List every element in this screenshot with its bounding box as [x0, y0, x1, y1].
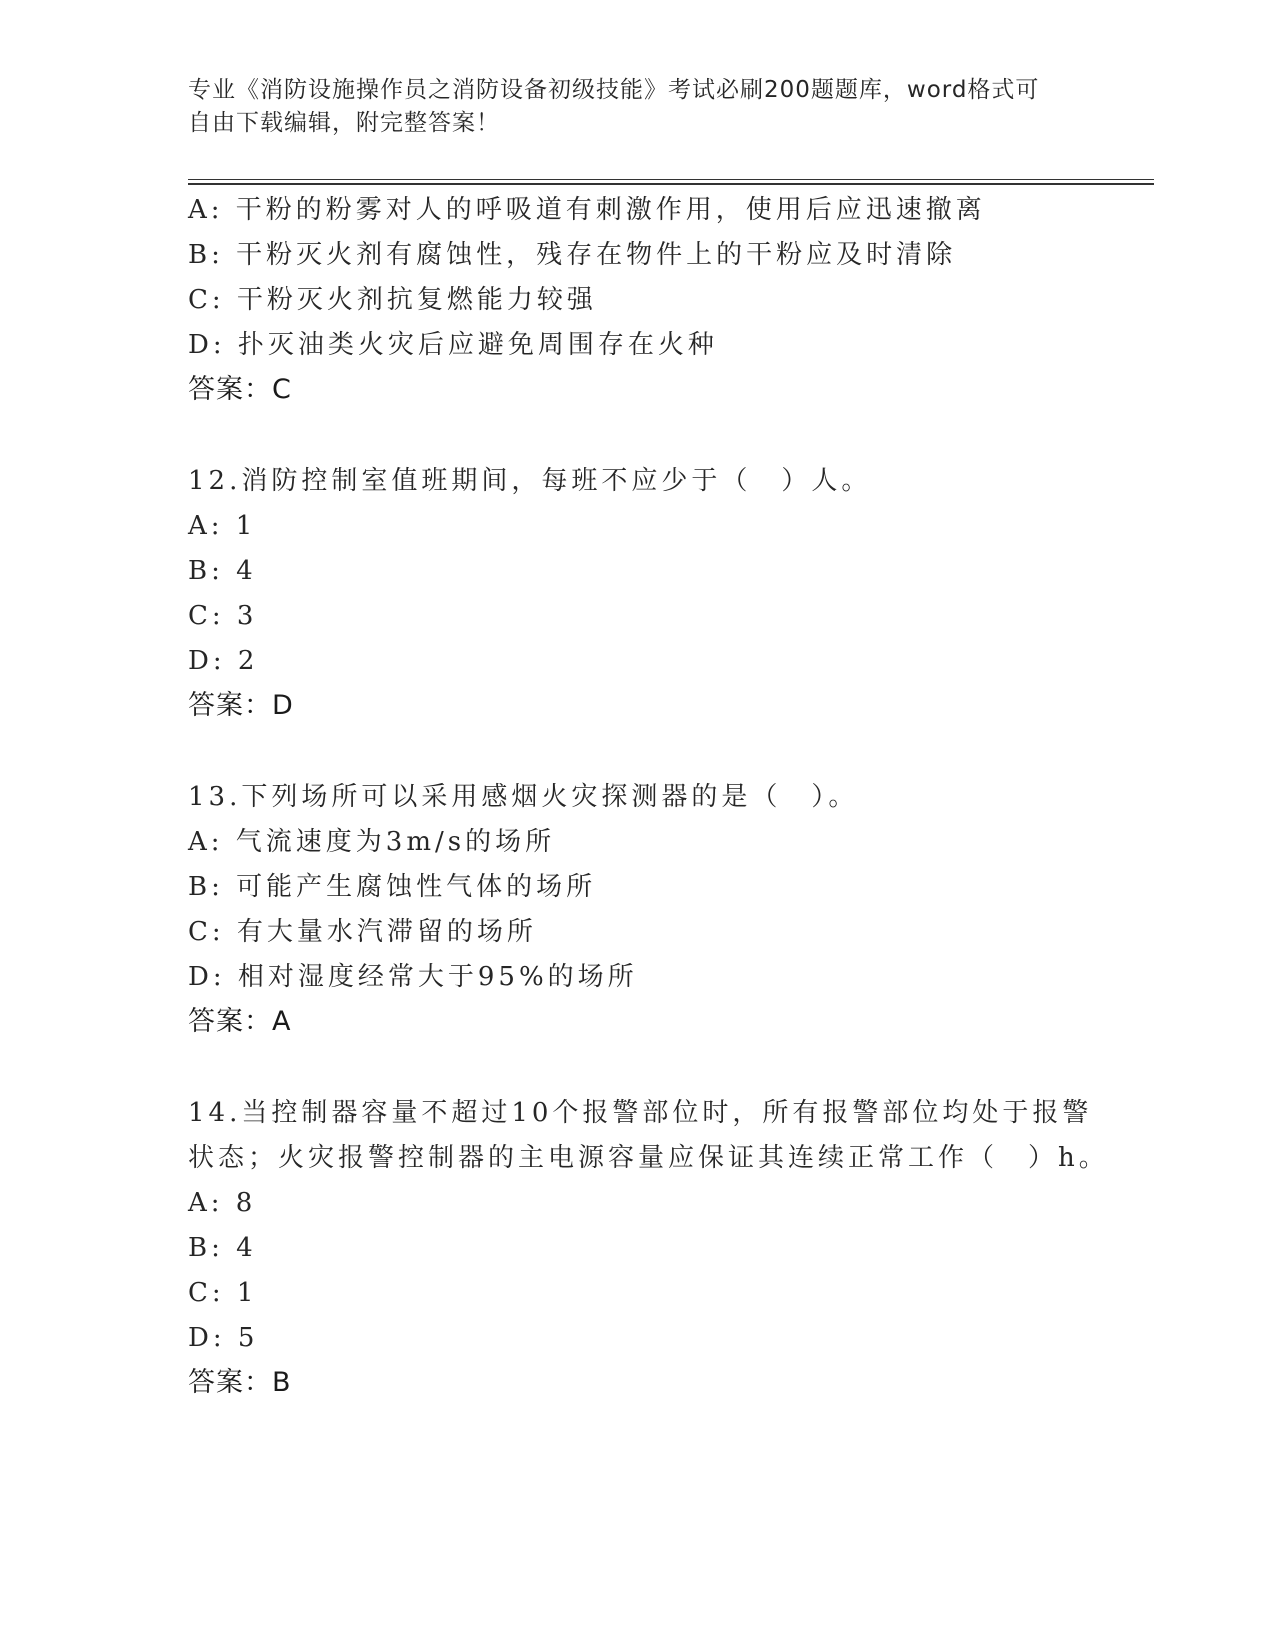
header-line-1: 专业《消防设施操作员之消防设备初级技能》考试必刷200题题库，word格式可: [188, 77, 1040, 103]
q11-option-b: B: 干粉灭火剂有腐蚀性，残存在物件上的干粉应及时清除: [188, 240, 957, 270]
q13-question: 13.下列场所可以采用感烟火灾探测器的是（ ）。: [188, 782, 859, 812]
header-divider-thin: [188, 179, 1154, 180]
q14-question-line-1: 14.当控制器容量不超过10个报警部位时，所有报警部位均处于报警: [188, 1098, 1093, 1128]
q11-option-c: C: 干粉灭火剂抗复燃能力较强: [188, 285, 597, 315]
q12-option-c: C: 3: [188, 601, 258, 631]
q11-option-a: A: 干粉的粉雾对人的呼吸道有刺激作用，使用后应迅速撤离: [188, 195, 986, 225]
q13-option-d: D: 相对湿度经常大于95%的场所: [188, 962, 638, 992]
q12-answer: 答案：D: [188, 690, 294, 721]
header-line-2: 自由下载编辑，附完整答案！: [188, 110, 500, 136]
q13-option-c: C: 有大量水汽滞留的场所: [188, 917, 537, 947]
q13-answer: 答案：A: [188, 1006, 292, 1037]
q12-question: 12.消防控制室值班期间，每班不应少于（ ）人。: [188, 466, 872, 496]
q14-option-b: B: 4: [188, 1233, 257, 1263]
q14-option-d: D: 5: [188, 1323, 259, 1353]
q14-answer: 答案：B: [188, 1367, 292, 1398]
q11-option-d: D: 扑灭油类火灾后应避免周围存在火种: [188, 330, 718, 360]
q11-answer: 答案：C: [188, 374, 292, 405]
header-divider-thick: [188, 183, 1154, 185]
document-header: [188, 74, 1068, 140]
q13-option-b: B: 可能产生腐蚀性气体的场所: [188, 872, 597, 902]
q12-option-b: B: 4: [188, 556, 257, 586]
q12-option-d: D: 2: [188, 646, 259, 676]
q14-option-c: C: 1: [188, 1278, 258, 1308]
q14-question-line-2: 状态；火灾报警控制器的主电源容量应保证其连续正常工作（ ）h。: [188, 1143, 1109, 1173]
q12-option-a: A: 1: [188, 511, 257, 541]
q13-option-a: A: 气流速度为3m/s的场所: [188, 827, 556, 857]
q14-option-a: A: 8: [188, 1188, 257, 1218]
